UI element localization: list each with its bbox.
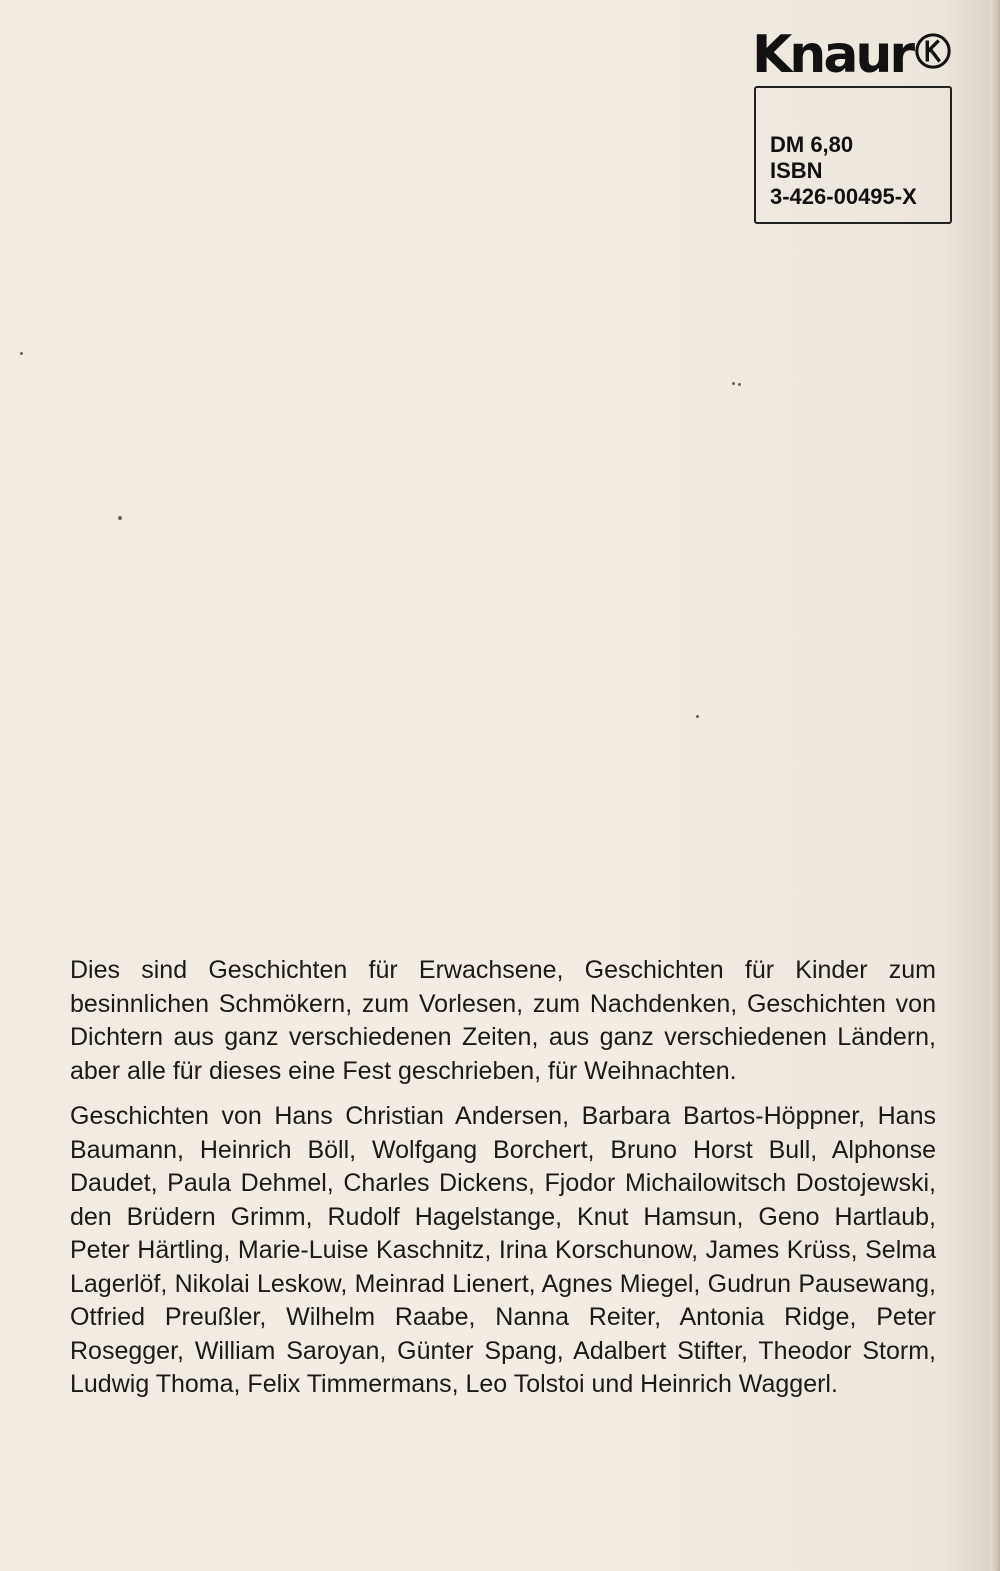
paper-speck [118, 516, 122, 520]
blurb-paragraph-authors: Geschichten von Hans Christian Andersen, Barbara Bartos-Höppner, Hans Baumann, Heinrich Böll, Wolfgang Borchert, Bruno Horst Bull, Alphonse Daudet, Paula Dehmel, Charles Dickens, Fjodor Michailowitsch Dostojewski, den Brüdern Grimm, Rudolf Hagelstange, Knut Hamsun, Geno Hartlaub, Peter Härtling, Marie-Luise Kaschnitz, Irina Korschunow, James Krüss, Selma Lagerlöf, Nikolai Leskow, Meinrad Lienert, Agnes Miegel, Gudrun Pausewang, Otfried Preußler, Wilhelm Raabe, Nanna Reiter, Antonia Ridge, Peter Rosegger, William Saroyan, Günter Spang, Adalbert Stifter, Theodor Storm, Ludwig Thoma, Felix Timmermans, Leo Tolstoi und Heinrich Waggerl. [70, 1102, 936, 1398]
isbn-number: 3-426-00495-X [770, 184, 917, 209]
publisher-logo-text: Knaur [752, 25, 913, 85]
price-label: DM 6,80 [770, 132, 854, 157]
price-isbn-box [754, 86, 952, 224]
paper-speck [20, 352, 23, 355]
k-in-circle-icon [914, 32, 952, 70]
paper-speck [732, 382, 735, 385]
blurb-paragraph-intro: Dies sind Geschichten für Erwachsene, Geschichten für Kinder zum besinnlichen Schmökern, zum Vorlesen, zum Nachdenken, Geschichten von Dichtern aus ganz verschiedenen Zeiten, aus ganz verschiedenen Ländern, aber alle für dieses eine Fest geschrieben, für Weihnachten. [70, 956, 936, 1085]
isbn-label: ISBN [770, 158, 823, 183]
publisher-logo [752, 26, 952, 84]
cover-edge [990, 0, 1000, 1571]
paper-speck [696, 715, 699, 718]
cover-blurb [70, 954, 936, 1414]
paper-speck [738, 383, 741, 386]
